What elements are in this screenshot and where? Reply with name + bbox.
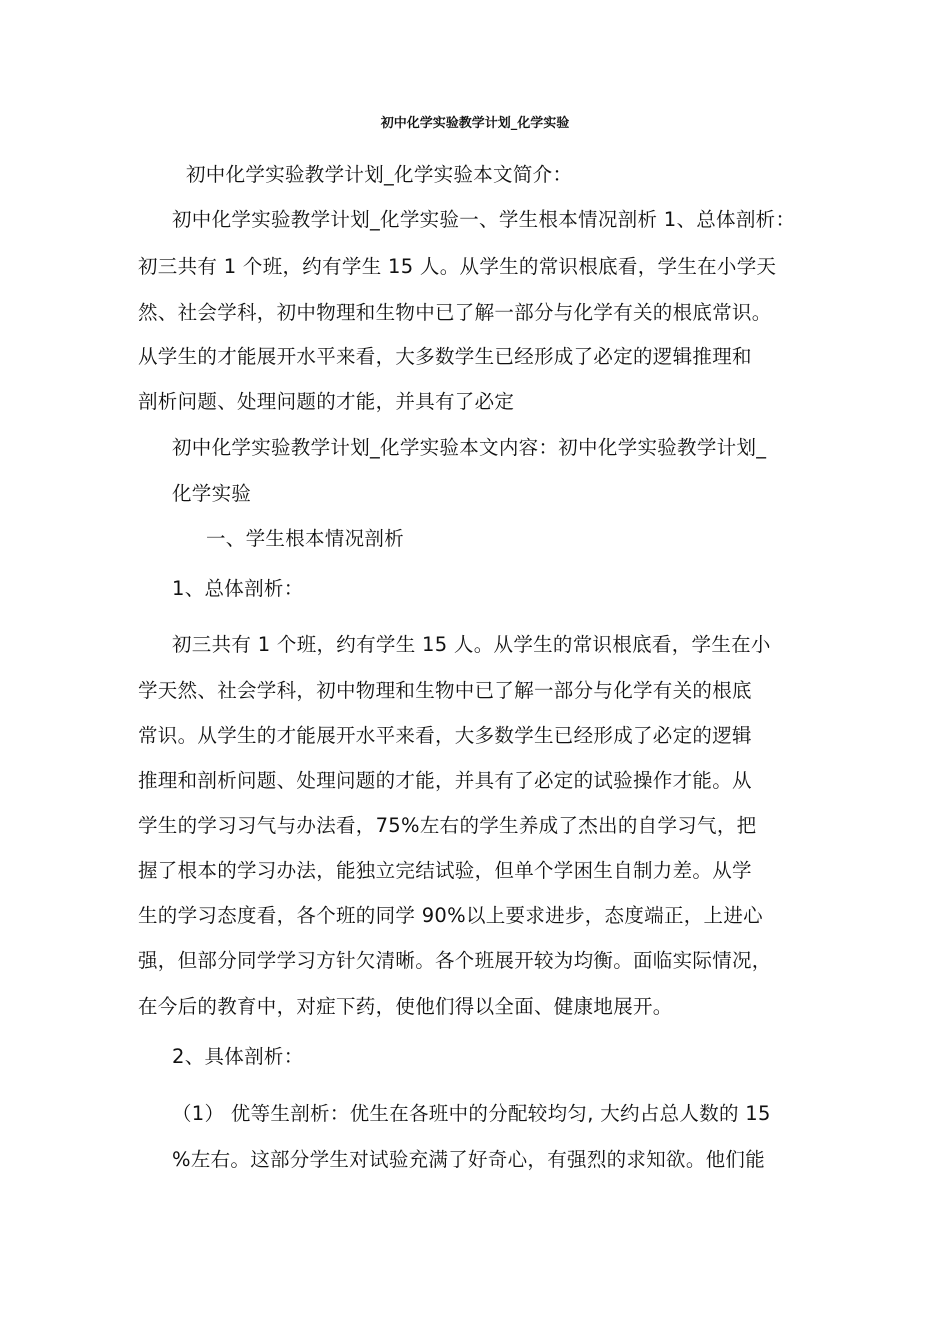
intro-line: 然、社会学科，初中物理和生物中已了解一部分与化学有关的根底常识。 (138, 301, 772, 324)
intro-line: 初中化学实验教学计划_化学实验一、学生根本情况剖析 1、总体剖析： (172, 208, 796, 231)
subsection-heading: 1、总体剖析： (172, 577, 304, 600)
paragraph-line: 推理和剖析问题、处理问题的才能，并具有了必定的试验操作才能。从 (138, 769, 752, 792)
document-title: 初中化学实验教学计划_化学实验 (380, 116, 570, 131)
paragraph-line: 生的学习态度看，各个班的同学 90%以上要求进步，态度端正，上进心 (138, 904, 763, 927)
intro-line: 从学生的才能展开水平来看，大多数学生已经形成了必定的逻辑推理和 (138, 345, 752, 368)
section-heading: 一、学生根本情况剖析 (206, 527, 405, 550)
content-heading: 初中化学实验教学计划_化学实验本文内容：初中化学实验教学计划_ (172, 436, 767, 459)
paragraph-line: 学生的学习习气与办法看，75%左右的学生养成了杰出的自学习气，把 (138, 814, 757, 837)
paragraph-line: 握了根本的学习办法，能独立完结试验，但单个学困生自制力差。从学 (138, 859, 752, 882)
paragraph-line: 在今后的教育中，对症下药，使他们得以全面、健康地展开。 (138, 995, 673, 1018)
intro-line: 剖析问题、处理问题的才能，并具有了必定 (138, 390, 515, 413)
paragraph-line: （1） 优等生剖析：优生在各班中的分配较均匀, 大约占总人数的 15 (172, 1102, 771, 1125)
paragraph-line: %左右。这部分学生对试验充满了好奇心，有强烈的求知欲。他们能 (172, 1148, 766, 1171)
paragraph-line: 强，但部分同学学习方针欠清晰。各个班展开较为均衡。面临实际情况， (138, 949, 772, 972)
intro-line: 初三共有 1 个班，约有学生 15 人。从学生的常识根底看，学生在小学天 (138, 255, 777, 278)
subsection-heading: 2、具体剖析： (172, 1045, 304, 1068)
paragraph-line: 常识。从学生的才能展开水平来看，大多数学生已经形成了必定的逻辑 (138, 724, 752, 747)
intro-heading: 初中化学实验教学计划_化学实验本文简介： (186, 163, 573, 186)
paragraph-line: 初三共有 1 个班，约有学生 15 人。从学生的常识根底看，学生在小 (172, 633, 771, 656)
paragraph-line: 学天然、社会学科，初中物理和生物中已了解一部分与化学有关的根底 (138, 679, 752, 702)
content-heading: 化学实验 (172, 482, 252, 505)
